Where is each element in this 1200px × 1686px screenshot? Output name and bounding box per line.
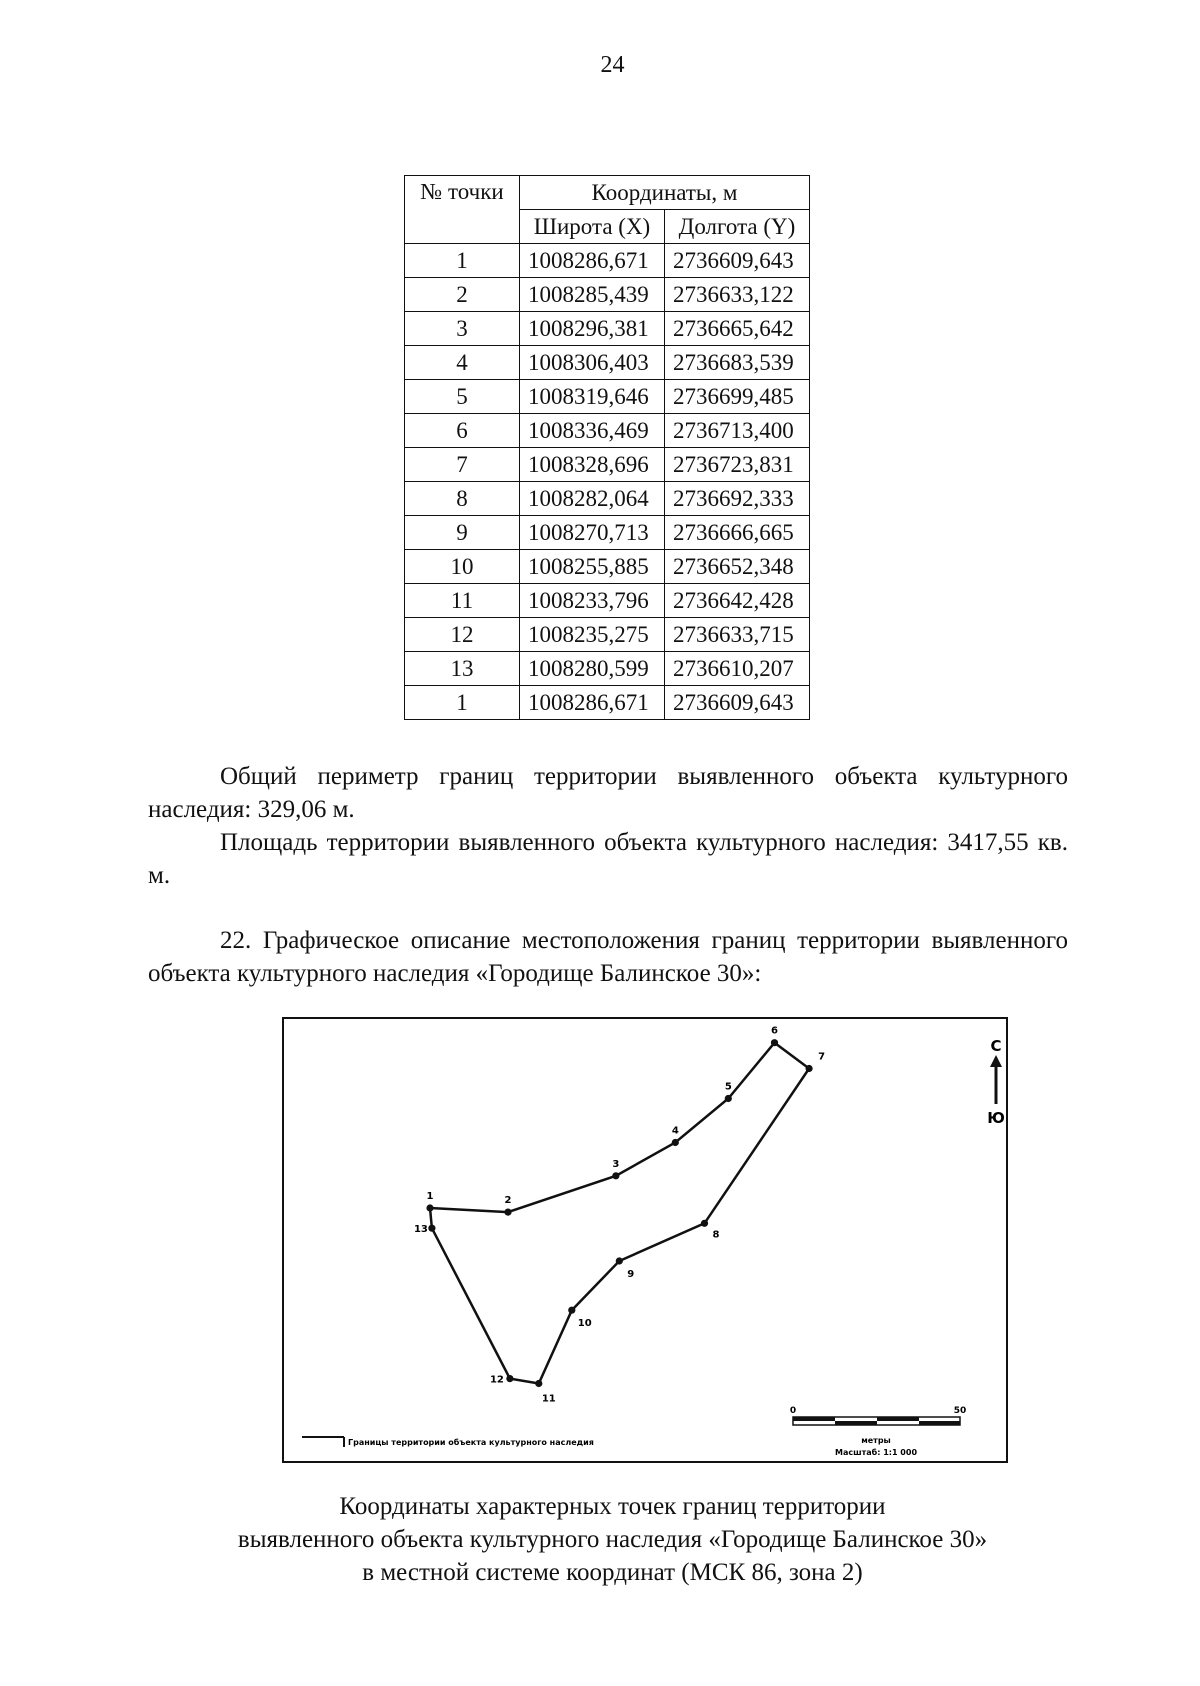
table-row: [405, 346, 810, 380]
point-label: 3: [612, 1158, 620, 1170]
table-row: [405, 380, 810, 414]
section-text: 22. Графическое описание местоположения границ территории выявленного объекта культурного наследия «Городище Балинское 30»:: [148, 927, 1068, 987]
latitude-cell: 1008319,646: [520, 380, 665, 414]
latitude-cell: 1008280,599: [520, 652, 665, 686]
north-arrow: [987, 1037, 1005, 1127]
boundary-map: [282, 1017, 1008, 1463]
longitude-cell: 2736665,642: [665, 312, 810, 346]
point-number-cell: 5: [405, 380, 520, 414]
latitude-cell: 1008233,796: [520, 584, 665, 618]
point-number-cell: 7: [405, 448, 520, 482]
table-row: [405, 312, 810, 346]
point-number-cell: 2: [405, 278, 520, 312]
scale-end-label: 50: [953, 1406, 967, 1416]
scale-ratio-label: Масштаб: 1:1 000: [834, 1448, 918, 1457]
header-longitude: Долгота (Y): [665, 210, 810, 244]
longitude-cell: 2736609,643: [665, 686, 810, 720]
scale-unit-label: метры: [861, 1436, 891, 1445]
scale-bar-segment-2: [835, 1421, 877, 1425]
caption-line-3: в местной системе координат (МСК 86, зона 2): [362, 1559, 863, 1586]
longitude-cell: 2736633,715: [665, 618, 810, 652]
point-number-cell: 3: [405, 312, 520, 346]
latitude-cell: 1008270,713: [520, 516, 665, 550]
point-label: 1: [426, 1191, 434, 1202]
point-number-cell: 12: [405, 618, 520, 652]
table-row: [405, 686, 810, 720]
boundary-point: [672, 1139, 679, 1146]
boundary-point: [506, 1375, 513, 1382]
point-label: 5: [724, 1081, 732, 1093]
point-label: 2: [504, 1195, 512, 1207]
boundary-point: [535, 1380, 542, 1387]
boundary-point: [771, 1039, 778, 1046]
latitude-cell: 1008282,064: [520, 482, 665, 516]
scale-start-label: 0: [789, 1406, 797, 1416]
boundary-map-svg: [284, 1019, 1006, 1461]
table-row: [405, 584, 810, 618]
latitude-cell: 1008285,439: [520, 278, 665, 312]
south-label: Ю: [987, 1109, 1005, 1127]
longitude-cell: 2736713,400: [665, 414, 810, 448]
point-label: 11: [541, 1393, 556, 1405]
caption-line-2: выявленного объекта культурного наследия «Городище Балинское 30»: [237, 1526, 988, 1553]
longitude-cell: 2736692,333: [665, 482, 810, 516]
latitude-cell: 1008296,381: [520, 312, 665, 346]
point-number-cell: 9: [405, 516, 520, 550]
scale-bar: [790, 1406, 966, 1457]
boundary-point: [428, 1225, 435, 1232]
table-row: [405, 652, 810, 686]
point-label: 10: [577, 1318, 592, 1330]
scale-bar-segment-1: [793, 1417, 835, 1421]
boundary-point: [426, 1204, 433, 1211]
point-label: 12: [489, 1374, 504, 1386]
scale-bar-segment-4: [919, 1421, 960, 1425]
longitude-cell: 2736652,348: [665, 550, 810, 584]
longitude-cell: 2736683,539: [665, 346, 810, 380]
table-row: [405, 516, 810, 550]
latitude-cell: 1008306,403: [520, 346, 665, 380]
legend-text: Границы территории объекта культурного наследия: [348, 1438, 594, 1447]
area-paragraph: [148, 826, 1068, 892]
point-label: 7: [818, 1051, 826, 1063]
header-coordinates: Координаты, м: [520, 176, 810, 210]
boundary-points: [414, 1026, 825, 1405]
area-text: Площадь территории выявленного объекта культурного наследия: 3417,55 кв. м.: [148, 829, 1068, 889]
table-row: [405, 414, 810, 448]
perimeter-paragraph: [148, 760, 1068, 826]
longitude-cell: 2736633,122: [665, 278, 810, 312]
table-row: [405, 550, 810, 584]
boundary-point: [806, 1065, 813, 1072]
coordinates-caption: [0, 1490, 1200, 1589]
point-number-cell: 1: [405, 686, 520, 720]
latitude-cell: 1008255,885: [520, 550, 665, 584]
point-label: 4: [671, 1125, 679, 1137]
point-number-cell: 11: [405, 584, 520, 618]
table-row: [405, 482, 810, 516]
point-number-cell: 8: [405, 482, 520, 516]
table-row: [405, 618, 810, 652]
table-row: [405, 278, 810, 312]
map-legend: [302, 1437, 594, 1447]
point-label: 9: [627, 1269, 635, 1280]
longitude-cell: 2736609,643: [665, 244, 810, 278]
latitude-cell: 1008328,696: [520, 448, 665, 482]
boundary-point: [504, 1209, 511, 1216]
longitude-cell: 2736699,485: [665, 380, 810, 414]
point-label: 6: [771, 1025, 778, 1037]
boundary-polygon: [430, 1043, 809, 1384]
point-number-cell: 13: [405, 652, 520, 686]
point-number-cell: 4: [405, 346, 520, 380]
north-arrow-head: [990, 1055, 1002, 1067]
point-label: 8: [712, 1229, 720, 1241]
page-number: 24: [600, 52, 625, 78]
point-label: 13: [413, 1224, 428, 1236]
perimeter-text: Общий периметр границ территории выявленного объекта культурного наследия: 329,06 м.: [148, 763, 1068, 823]
longitude-cell: 2736723,831: [665, 448, 810, 482]
boundary-point: [616, 1257, 623, 1264]
header-latitude: Широта (X): [520, 210, 665, 244]
longitude-cell: 2736642,428: [665, 584, 810, 618]
coordinates-table-body: [405, 244, 810, 720]
latitude-cell: 1008336,469: [520, 414, 665, 448]
caption-line-1: Координаты характерных точек границ территории: [339, 1493, 886, 1520]
latitude-cell: 1008286,671: [520, 686, 665, 720]
table-row: [405, 244, 810, 278]
section-paragraph: [148, 924, 1068, 990]
latitude-cell: 1008235,275: [520, 618, 665, 652]
scale-bar-segment-3: [877, 1417, 919, 1421]
latitude-cell: 1008286,671: [520, 244, 665, 278]
boundary-point: [701, 1220, 708, 1227]
longitude-cell: 2736666,665: [665, 516, 810, 550]
longitude-cell: 2736610,207: [665, 652, 810, 686]
table-row: [405, 448, 810, 482]
boundary-point: [612, 1172, 619, 1179]
point-number-cell: 6: [405, 414, 520, 448]
boundary-point: [568, 1307, 575, 1314]
header-point-number: № точки: [405, 176, 520, 244]
point-number-cell: 10: [405, 550, 520, 584]
point-number-cell: 1: [405, 244, 520, 278]
north-label: С: [990, 1037, 1002, 1055]
boundary-point: [725, 1095, 732, 1102]
coordinates-table: [404, 175, 810, 720]
